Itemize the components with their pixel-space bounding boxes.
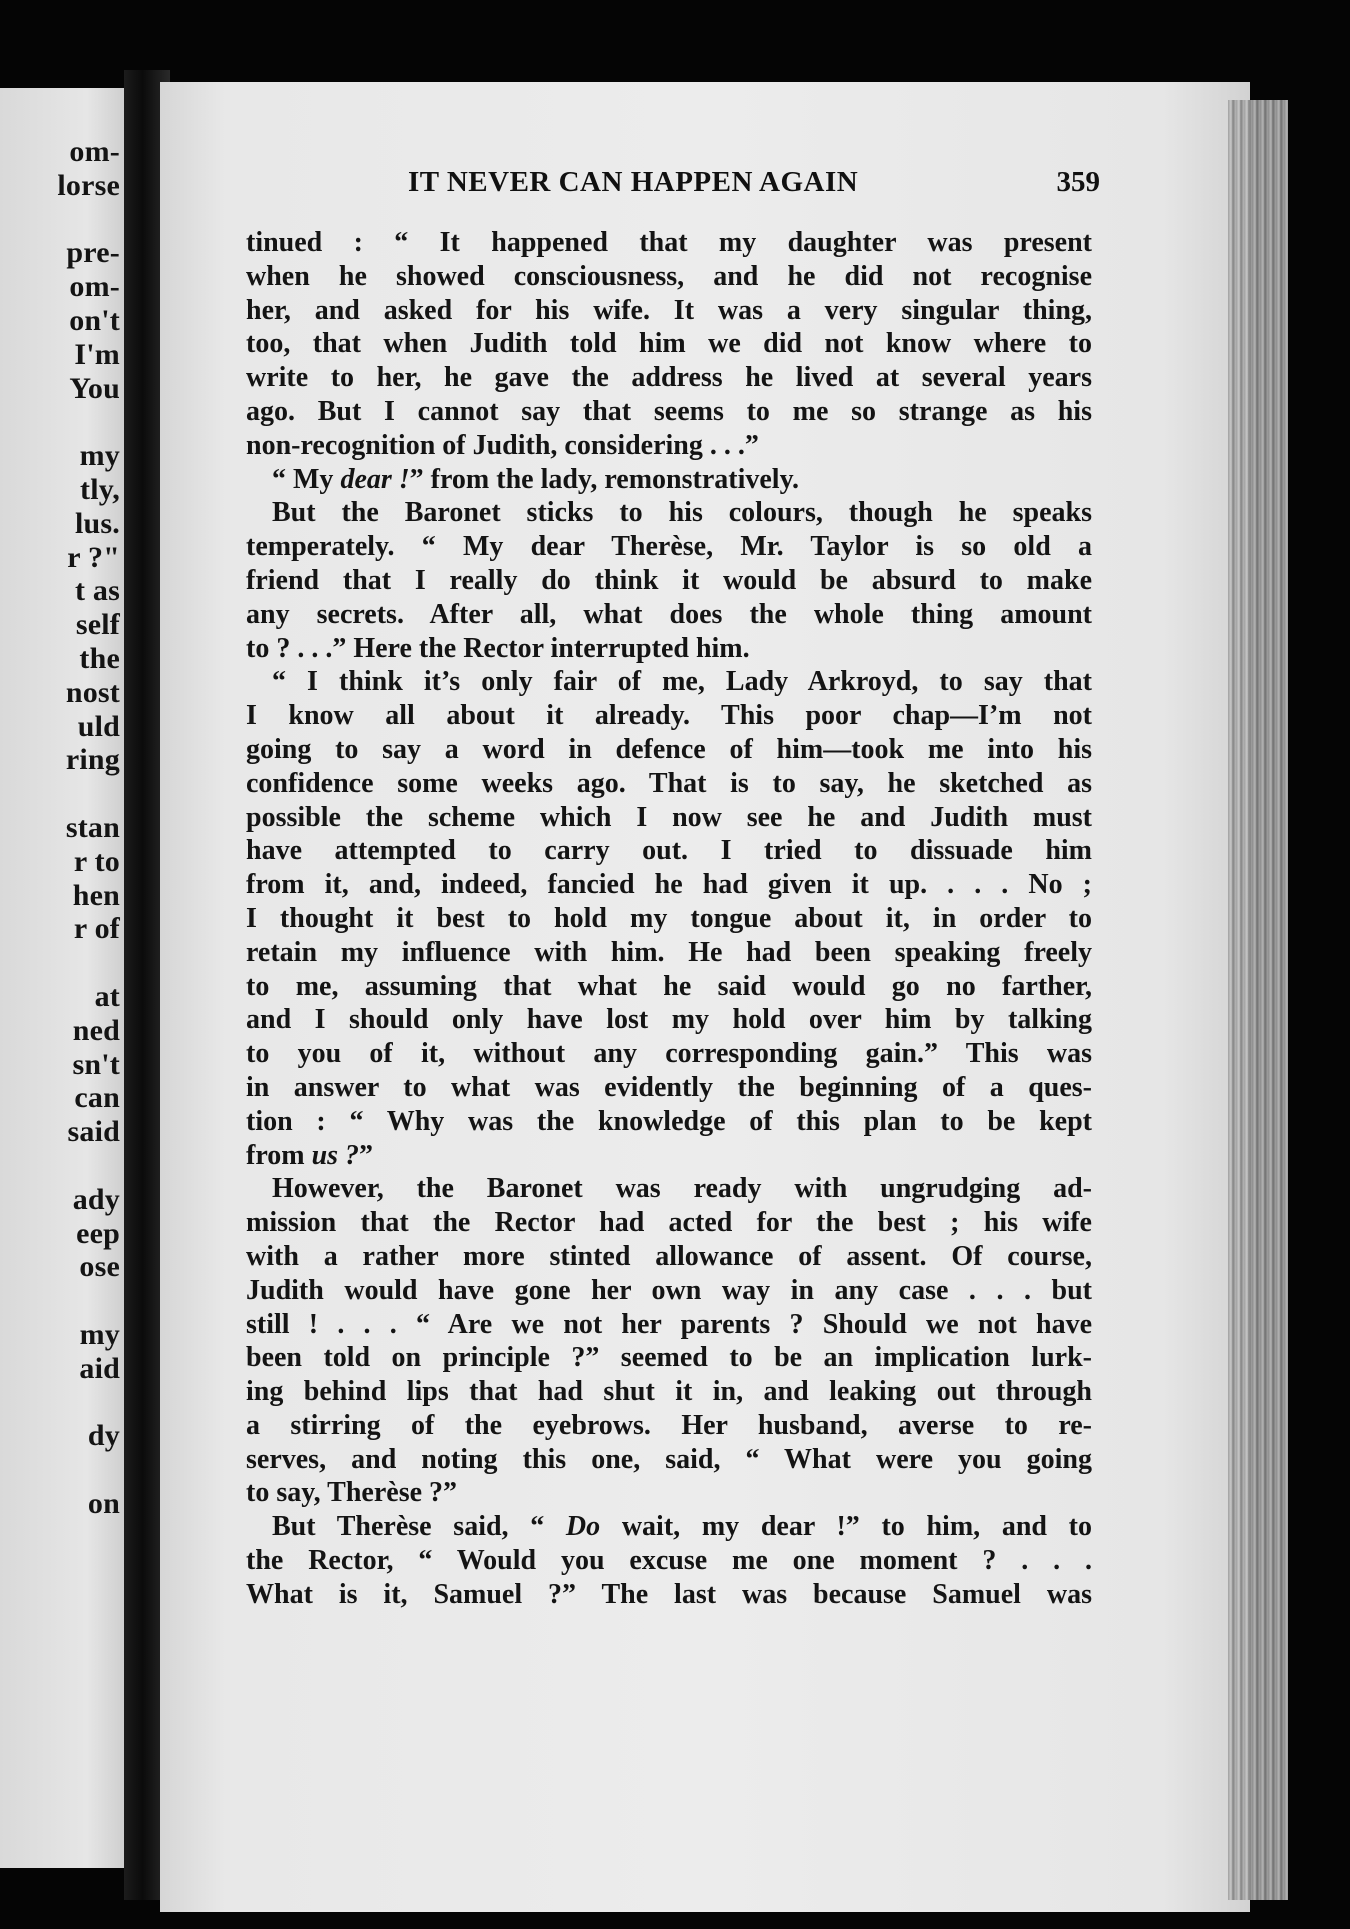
text-line: tion : “ Why was the knowledge of this plan to be kept xyxy=(246,1105,1092,1137)
text-line: Judith would have gone her own way in any case . . . but xyxy=(246,1274,1092,1306)
text-line xyxy=(246,463,1092,497)
text-line: and I should only have lost my hold over him by talking xyxy=(246,1004,1092,1036)
facing-page-text-fragment: I'm xyxy=(74,337,120,371)
text-line xyxy=(246,1139,1092,1173)
italic-run: us ? xyxy=(311,1139,360,1171)
body-text xyxy=(246,226,1092,1612)
page-number: 359 xyxy=(1056,166,1100,198)
facing-page-text-fragment: r to xyxy=(73,844,120,878)
facing-page-text-fragment: sn't xyxy=(72,1047,120,1081)
facing-page-text-fragment: can xyxy=(74,1081,120,1115)
facing-page-text-fragment: pre- xyxy=(66,236,120,270)
text-line: What is it, Samuel ?” The last was because Samuel was xyxy=(246,1578,1092,1610)
text-line: friend that I really do think it would be absurd to make xyxy=(246,564,1092,596)
text-run: “ My xyxy=(272,463,341,495)
text-line: tinued : “ It happened that my daughter was present xyxy=(246,227,1092,258)
text-line: to you of it, without any corresponding gain.” This was xyxy=(246,1038,1092,1070)
text-line: serves, and noting this one, said, “ What were you going xyxy=(246,1443,1092,1475)
page-edge-stack xyxy=(1228,100,1288,1900)
facing-page-text-fragment: at xyxy=(94,980,120,1013)
facing-page-text-fragment: uld xyxy=(77,709,120,743)
text-line: non-recognition of Judith, considering . . .” xyxy=(246,429,759,461)
text-line: have attempted to carry out. I tried to dissuade him xyxy=(246,835,1092,867)
facing-page-text-fragment: r of xyxy=(73,912,120,946)
text-line: any secrets. After all, what does the whole thing amount xyxy=(246,598,1092,630)
text-line: her, and asked for his wife. It was a very singular thing, xyxy=(246,294,1092,326)
text-line: But the Baronet sticks to his colours, though he speaks xyxy=(272,497,1092,529)
facing-page-text-fragment: You xyxy=(69,371,120,405)
text-line: from it, and, indeed, fancied he had given it up. . . . No ; xyxy=(246,869,1092,901)
text-line: to say, Therèse ?” xyxy=(246,1477,458,1509)
facing-page-text-fragment: said xyxy=(67,1115,120,1149)
text-run: ” from the lady, remonstratively. xyxy=(409,463,800,495)
text-line: the Rector, “ Would you excuse me one moment ? . . . xyxy=(246,1545,1092,1577)
facing-page-text-fragment: lus. xyxy=(75,506,120,540)
text-line: still ! . . . “ Are we not her parents ? Should we not have xyxy=(246,1308,1092,1340)
facing-page-text-fragment: the xyxy=(79,642,120,675)
facing-page-text-fragment: dy xyxy=(87,1419,120,1453)
text-line: I know all about it already. This poor chap—I’m not xyxy=(246,700,1092,732)
italic-run: dear ! xyxy=(340,463,410,495)
facing-page-text-fragment: om- xyxy=(69,270,120,304)
text-line: write to her, he gave the address he lived at several years xyxy=(246,362,1092,394)
facing-page-text-fragment: self xyxy=(75,608,120,642)
text-line: when he showed consciousness, and he did not recognise xyxy=(246,260,1092,292)
facing-page-text-fragment: lorse xyxy=(57,168,120,202)
facing-page-text-fragment: stan xyxy=(65,811,120,844)
facing-page-text-fragment: om- xyxy=(69,135,120,168)
text-line: I thought it best to hold my tongue about it, in order to xyxy=(246,902,1092,934)
text-line: However, the Baronet was ready with ungrudging ad- xyxy=(272,1173,1092,1205)
facing-page-text-fragment: tly, xyxy=(80,473,120,506)
text-line: mission that the Rector had acted for the best ; his wife xyxy=(246,1207,1092,1239)
text-line: too, that when Judith told him we did not know where to xyxy=(246,328,1092,360)
facing-page-text-fragment: ady xyxy=(72,1182,120,1216)
text-line: “ I think it’s only fair of me, Lady Arkroyd, to say that xyxy=(272,666,1092,698)
text-line: going to say a word in defence of him—took me into his xyxy=(246,733,1092,765)
facing-page-text-fragment: eep xyxy=(76,1216,120,1250)
text-line: to me, assuming that what he said would go no farther, xyxy=(246,970,1092,1002)
facing-page-text-fragment: on xyxy=(87,1487,120,1520)
text-line: been told on principle ?” seemed to be an implication lurk- xyxy=(246,1342,1092,1374)
facing-page-text-fragment: ose xyxy=(79,1250,120,1284)
text-run: ” xyxy=(359,1139,374,1171)
text-line: with a rather more stinted allowance of assent. Of course, xyxy=(246,1240,1092,1272)
facing-page-text-fragment: nost xyxy=(65,675,120,709)
text-line: ing behind lips that had shut it in, and leaking out through xyxy=(246,1376,1092,1408)
italic-run: Do xyxy=(565,1511,601,1543)
text-run: But Therèse said, “ xyxy=(272,1511,566,1543)
text-line: confidence some weeks ago. That is to say, he sketched as xyxy=(246,767,1092,799)
facing-page-text-fragment: r ?" xyxy=(67,540,120,574)
text-line: in answer to what was evidently the beginning of a ques- xyxy=(246,1071,1092,1103)
text-line: retain my influence with him. He had been speaking freely xyxy=(246,936,1092,968)
text-line: to ? . . .” Here the Rector interrupted him. xyxy=(246,632,750,664)
text-line: ago. But I cannot say that seems to me so strange as his xyxy=(246,395,1092,427)
facing-page-text-fragment: on't xyxy=(69,304,120,337)
facing-page-text-fragment: my xyxy=(79,439,120,473)
running-title: IT NEVER CAN HAPPEN AGAIN xyxy=(408,166,859,198)
text-line: temperately. “ My dear Therèse, Mr. Taylor is so old a xyxy=(246,531,1092,563)
facing-page-text-fragment: hen xyxy=(72,878,120,912)
text-line: a stirring of the eyebrows. Her husband, averse to re- xyxy=(246,1409,1092,1441)
facing-page-fragment xyxy=(0,88,124,1868)
facing-page-text-fragment: ned xyxy=(72,1013,120,1047)
text-line: possible the scheme which I now see he and Judith must xyxy=(246,801,1092,833)
text-run: from xyxy=(246,1139,312,1171)
facing-page-text-fragment: aid xyxy=(79,1351,120,1385)
text-line xyxy=(246,1510,1092,1544)
page-header xyxy=(408,166,1100,206)
text-run: wait, my dear !” to him, and to xyxy=(600,1511,1092,1543)
facing-page-text-fragment: t as xyxy=(75,574,120,608)
facing-page-text-fragment: ring xyxy=(65,743,120,777)
facing-page-text-fragment: my xyxy=(79,1318,120,1351)
